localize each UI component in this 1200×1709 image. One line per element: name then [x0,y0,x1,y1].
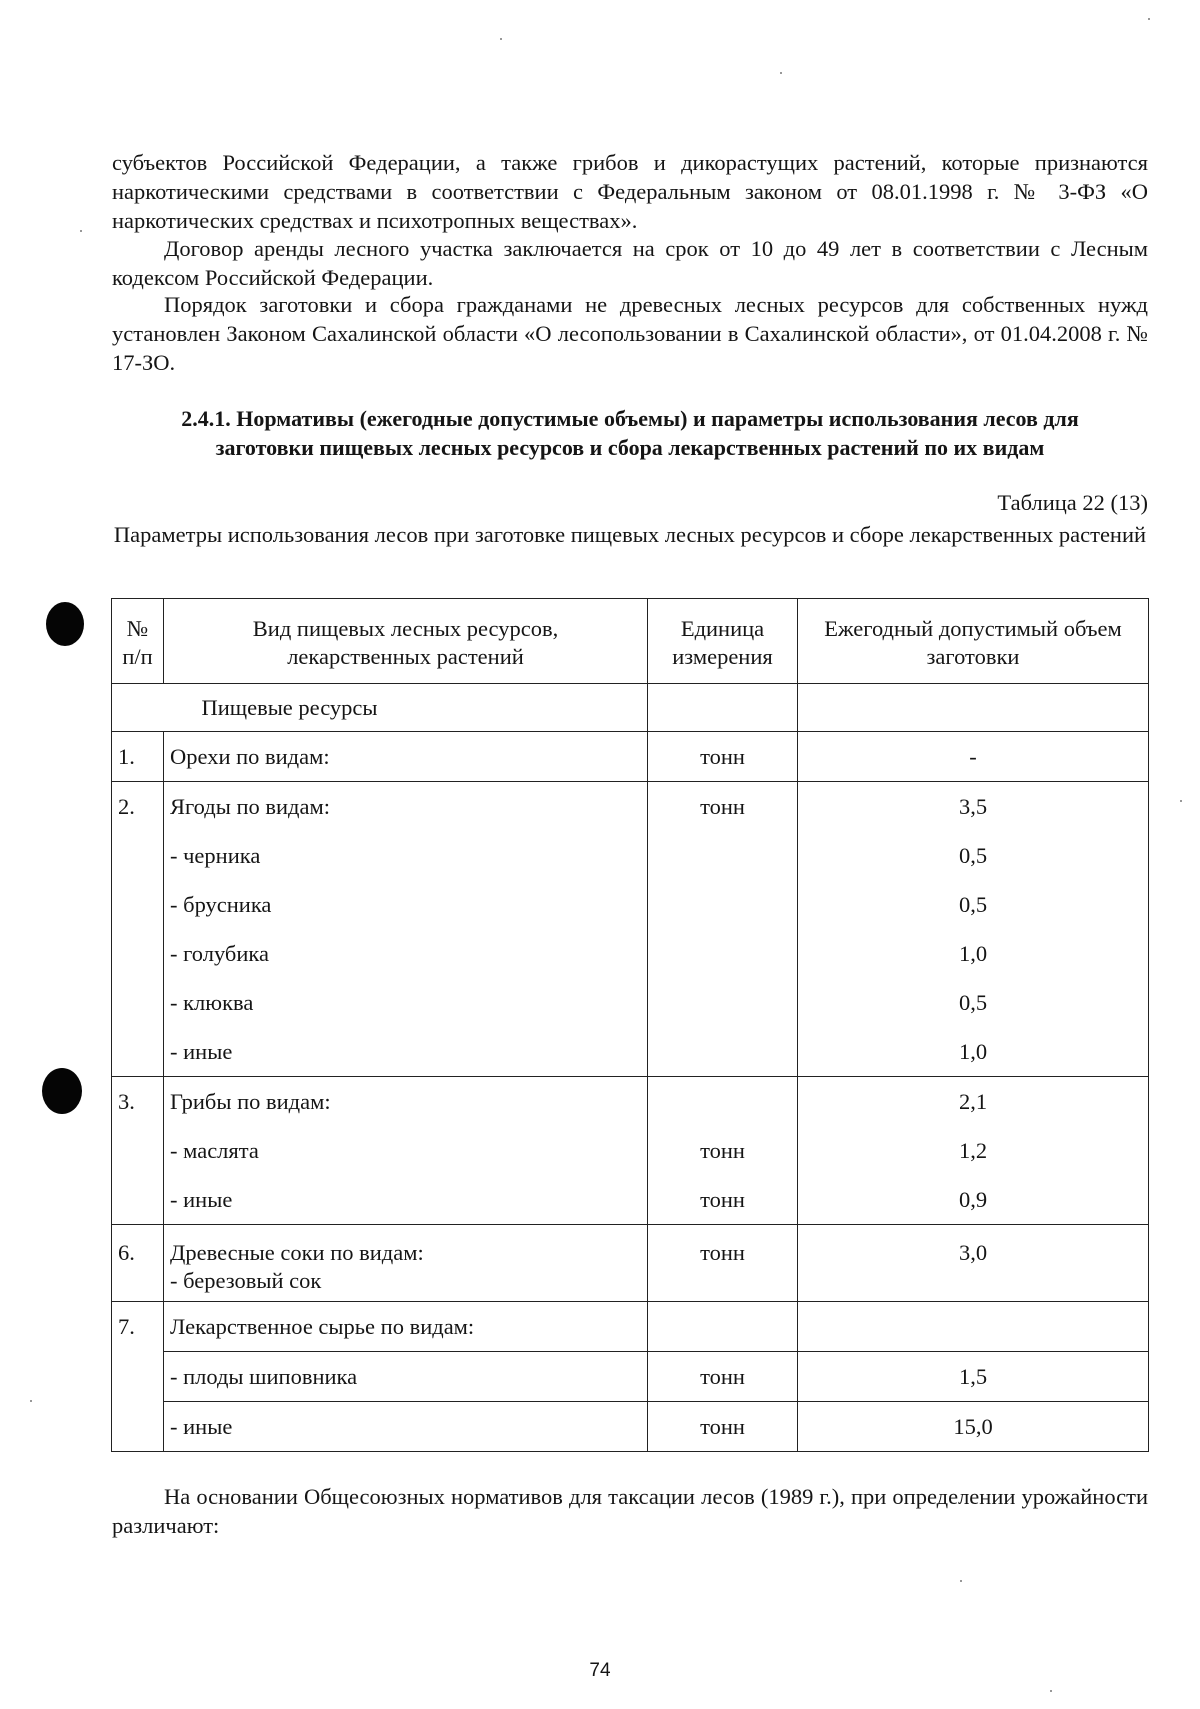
header-kind: Вид пищевых лесных ресурсов, лекарственных растений [164,599,648,684]
table-row-mushrooms [112,1077,1149,1225]
table-row-saps [112,1225,1149,1302]
section-value-empty [798,684,1149,732]
table-row-berries [112,782,1149,1077]
list-item-name: - березовый сок [170,1268,322,1293]
scan-speck [960,1580,962,1582]
resources-table [111,598,1149,1452]
row-unit: тонн [700,794,745,819]
section-heading [112,404,1148,462]
row-name: Ягоды по видам: [170,794,330,819]
table-row-medicinal-item [112,1352,1149,1402]
scan-speck [80,230,82,232]
list-item-name: - иные [170,1039,233,1064]
row-unit: тонн [700,744,745,769]
list-item-name: - плоды шиповника [170,1364,358,1389]
list-item-name: - черника [170,843,261,868]
list-item-value: 0,9 [958,1187,988,1212]
header-volume: Ежегодный допустимый объем заготовки [798,599,1149,684]
list-item-value: 1,0 [958,1039,988,1064]
row-num: 6. [118,1240,135,1265]
scan-speck [1148,18,1150,20]
paragraph-collection-order: Порядок заготовки и сбора гражданами не древесных лесных ресурсов для собственных нужд установлен Законом Сахалинской области «О лесопользовании в Сахалинской области», от 01.04.2008 г. № 17-ЗО. [112,292,1148,375]
row-num: 2. [118,794,135,819]
list-item-unit: тонн [700,1414,745,1439]
list-item-name: - иные [170,1187,233,1212]
paragraph-continuation: субъектов Российской Федерации, а также грибов и дикорастущих растений, которые признаются наркотическими средствами в соответствии с Федеральным законом от 08.01.1998 г. № 3-ФЗ «О наркотических средствах и психотропных веществах». [112,150,1148,233]
row-name: Лекарственное сырье по видам: [170,1314,475,1339]
list-item-unit: тонн [700,1364,745,1389]
list-item-unit: тонн [700,1138,745,1163]
list-item-name: - брусника [170,892,272,917]
row-unit-empty [648,1077,797,1126]
section-row [112,684,1149,732]
list-item-value: 0,5 [958,843,988,868]
row-value: 3,5 [958,794,988,819]
list-item-name: - голубика [170,941,269,966]
scan-speck [780,72,782,74]
header-unit: Единица измерения [648,599,798,684]
row-unit: тонн [700,1240,745,1265]
row-num: 3. [118,1089,135,1114]
scan-speck [1050,1690,1052,1692]
paragraph-closing: На основании Общесоюзных нормативов для таксации лесов (1989 г.), при определении урожайности различают: [112,1484,1148,1538]
punch-hole-mark [42,1068,82,1114]
scan-speck [500,38,502,40]
list-item-value: 0,5 [958,892,988,917]
scan-speck [30,1400,32,1402]
row-name: Орехи по видам: [170,744,330,769]
section-label: Пищевые ресурсы [112,684,648,732]
section-heading-line1: 2.4.1. Нормативы (ежегодные допустимые объемы) и параметры использования лесов для [181,406,1079,431]
row-value: 3,0 [958,1240,988,1265]
list-item-value: 1,5 [958,1364,988,1389]
list-item-value: 0,5 [958,990,988,1015]
scan-speck [1180,800,1182,802]
section-heading-line2: заготовки пищевых лесных ресурсов и сбора лекарственных растений по их видам [215,435,1045,460]
table-number: Таблица 22 (13) [997,490,1148,515]
list-item-name: - клюква [170,990,254,1015]
list-item-name: - иные [170,1414,233,1439]
section-unit-empty [648,684,798,732]
list-item-unit: тонн [700,1187,745,1212]
table-row-nuts [112,732,1149,782]
row-num: 7. [118,1314,135,1339]
table-header-row [112,599,1149,684]
row-value: - [969,744,977,769]
table-row-medicinal [112,1302,1149,1352]
row-name: Древесные соки по видам: [170,1240,424,1265]
page-number: 74 [589,1660,611,1681]
list-item-value: 1,0 [958,941,988,966]
row-num: 1. [118,744,135,769]
table-row-medicinal-item [112,1402,1149,1452]
paragraph-lease-term: Договор аренды лесного участка заключается на срок от 10 до 49 лет в соответствии с Лесным кодексом Российской Федерации. [112,236,1148,290]
table-title: Параметры использования лесов при заготовке пищевых лесных ресурсов и сборе лекарственных растений [113,522,1147,547]
punch-hole-mark [46,602,84,646]
list-item-value: 15,0 [953,1414,993,1439]
list-item-value: 1,2 [958,1138,988,1163]
header-num: № п/п [112,599,164,684]
list-item-name: - маслята [170,1138,259,1163]
row-name: Грибы по видам: [170,1089,331,1114]
row-value: 2,1 [958,1089,988,1114]
